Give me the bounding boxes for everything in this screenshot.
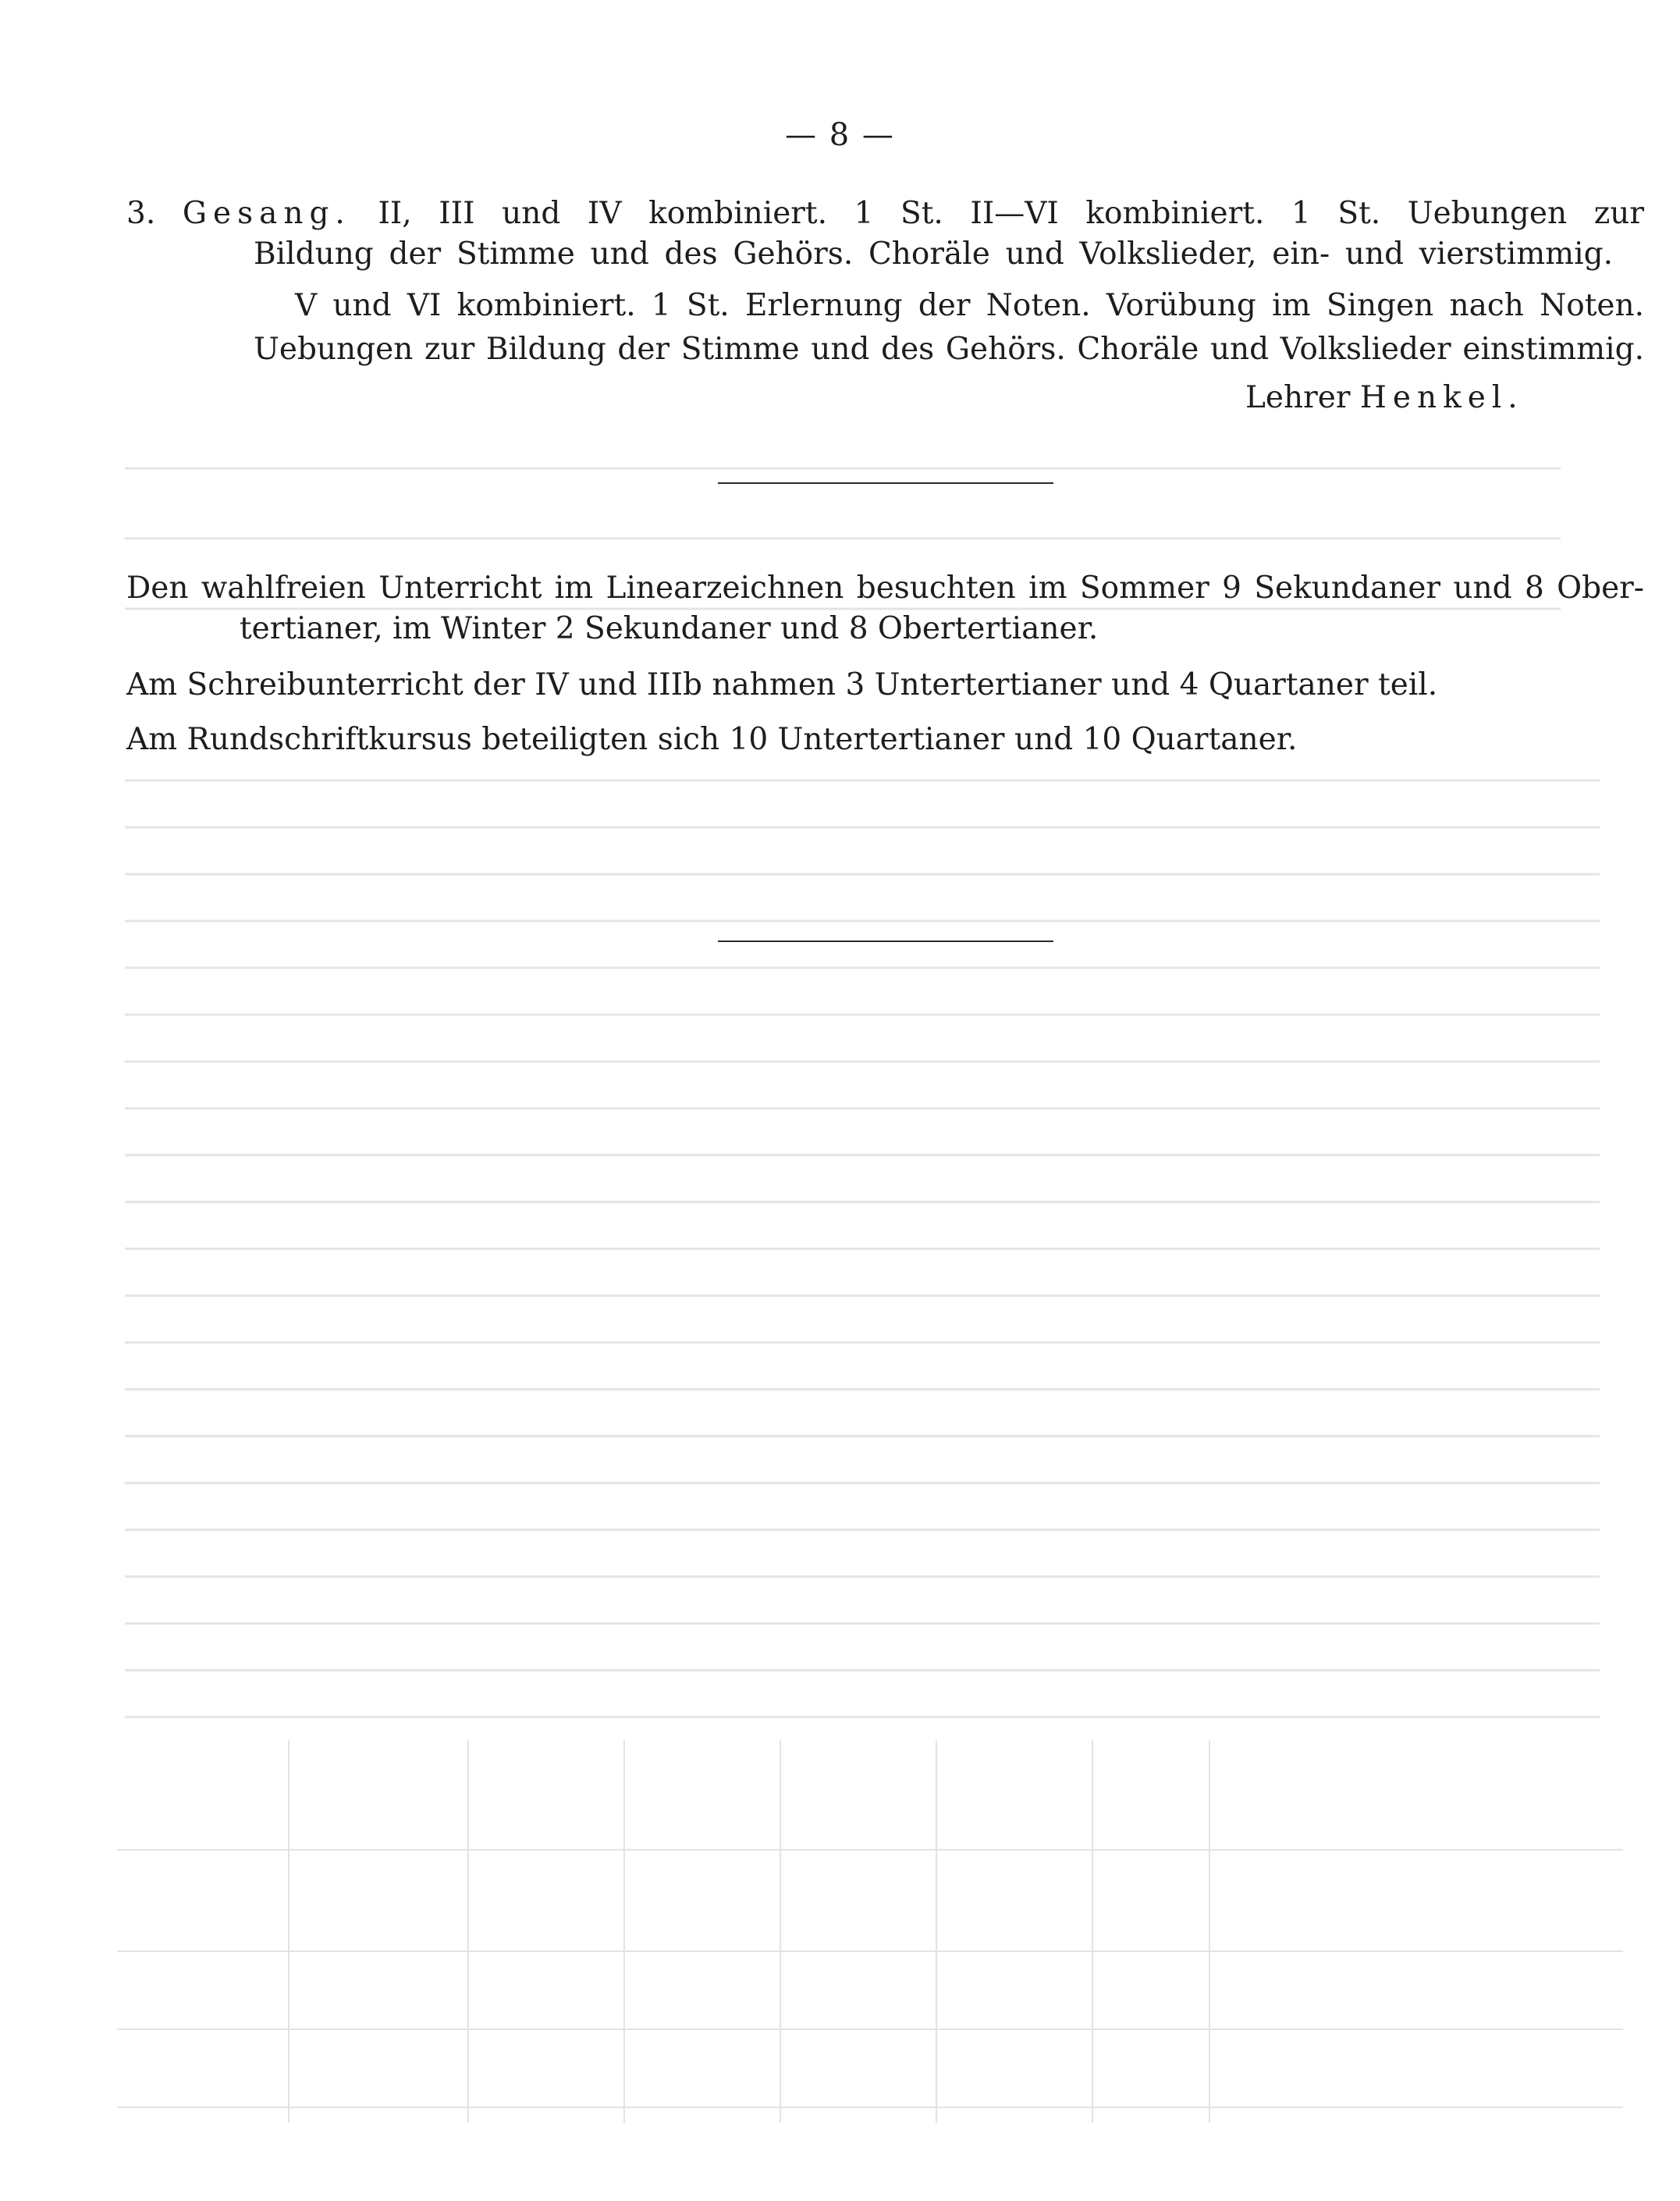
section-divider-1 (718, 482, 1053, 484)
gesang-line-1 (126, 198, 1644, 229)
gesang-heading: Gesang. (182, 196, 351, 231)
gesang-number: 3. (126, 196, 156, 231)
section-divider-2 (718, 940, 1053, 942)
schreibunterricht-text: Am Schreibunterricht der IV und IIIb nahmen 3 Untertertianer und 4 Quartaner teil. (126, 667, 1438, 702)
linearzeichnen-line-2: tertianer, im Winter 2 Sekundaner und 8 Obertertianer. (240, 611, 1099, 646)
page-number: — 8 — (785, 117, 895, 153)
rundschrift-text: Am Rundschriftkursus beteiligten sich 10 Untertertianer und 10 Quartaner. (126, 722, 1298, 757)
gesang-line-3: V und VI kombiniert. 1 St. Erlernung der Noten. Vorübung im Singen nach Noten. (295, 288, 1644, 323)
teacher-prefix: Lehrer (1245, 380, 1351, 415)
gesang-line-2: Bildung der Stimme und des Gehörs. Choräle und Volkslieder, ein- und vierstimmig. (254, 236, 1613, 272)
teacher-name: Henkel. (1359, 380, 1524, 415)
gesang-line-4: Uebungen zur Bildung der Stimme und des Gehörs. Choräle und Volkslieder einstimmig. (254, 332, 1644, 367)
gesang-teacher (1245, 382, 1524, 413)
linearzeichnen-line-1: Den wahlfreien Unterricht im Linearzeichnen besuchten im Sommer 9 Sekundaner und 8 Ober- (126, 571, 1644, 606)
gesang-line-1-text: II, III und IV kombiniert. 1 St. II—VI kombiniert. 1 St. Uebungen zur (378, 196, 1645, 231)
